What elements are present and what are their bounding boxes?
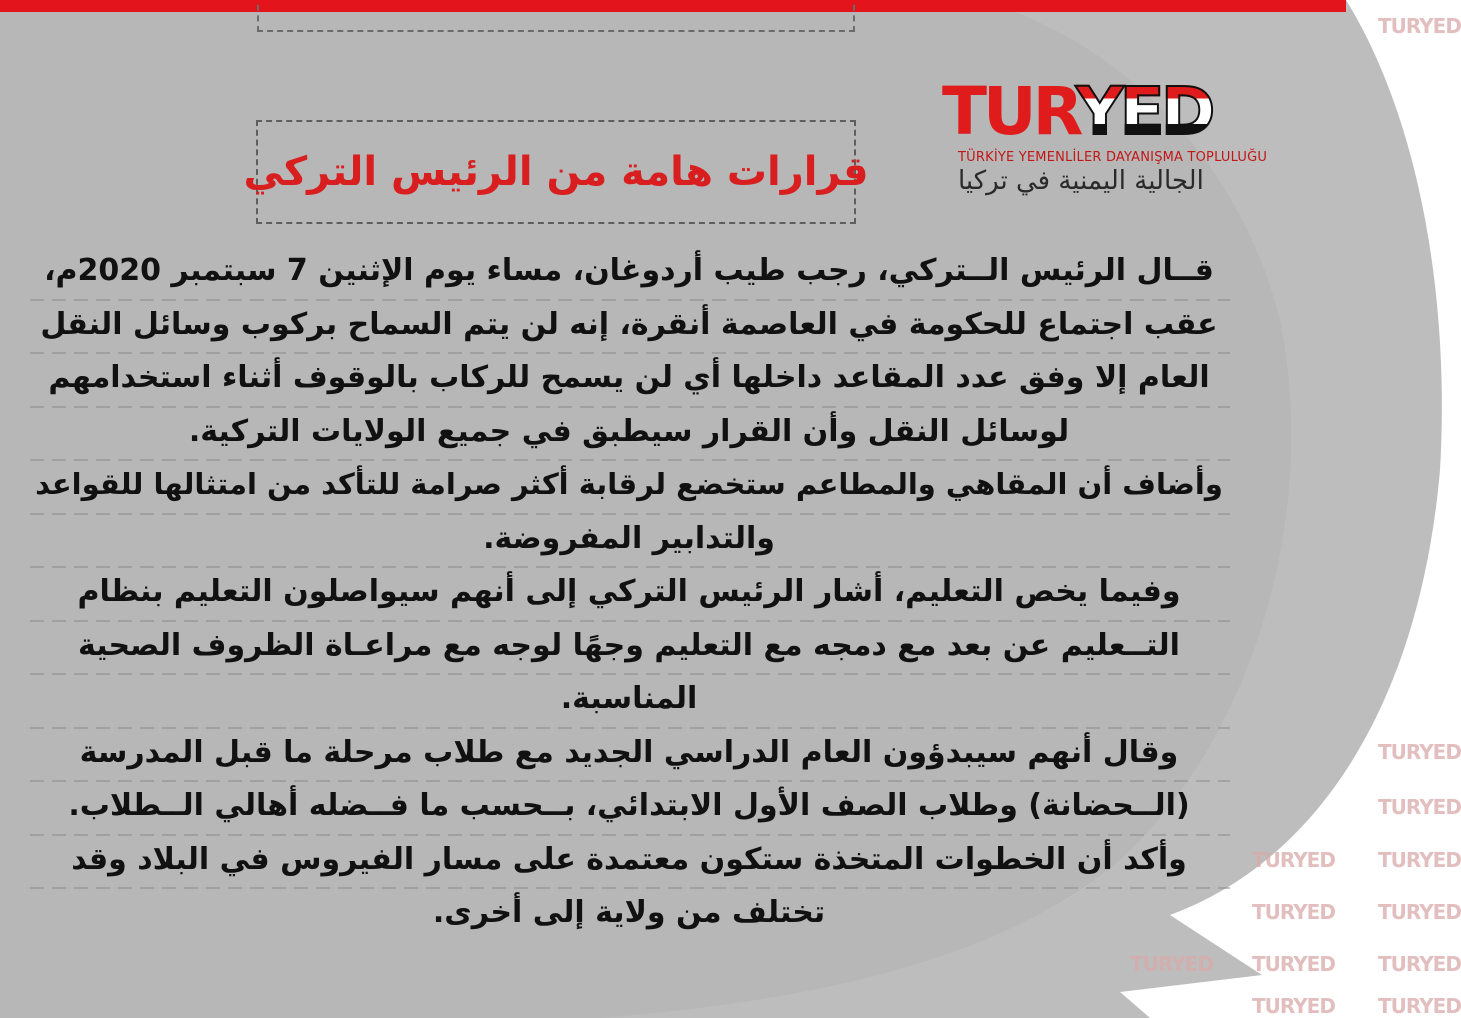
- watermark-logo: TURYED: [1252, 994, 1335, 1018]
- paragraph-line: وقال أنهم سيبدؤون العام الدراسي الجديد مع طلاب مرحلة ما قبل المدرسة: [79, 734, 1179, 770]
- title-box: [243, 120, 869, 224]
- watermark-logo: TURYED: [1130, 952, 1213, 976]
- paragraph-line: المناسبة.: [560, 681, 698, 716]
- watermark-logo: TURYED: [1252, 848, 1335, 872]
- logo-wordmark-red: TUR: [942, 73, 1076, 150]
- paragraph-line: التــعليم عن بعد مع دمجه مع التعليم وجهًا لوجه مع مراعـاة الظروف الصحية: [78, 627, 1180, 663]
- logo-arabic-name: الجالية اليمنية في تركيا: [958, 166, 1204, 196]
- paragraph-line: وأضاف أن المقاهي والمطاعم ستخضع لرقابة أكثر صرامة للتأكد من امتثالها للقواعد: [35, 467, 1223, 501]
- page-title: قرارات هامة من الرئيس التركي: [243, 149, 869, 195]
- paragraph-line: عقب اجتماع للحكومة في العاصمة أنقرة، إنه لن يتم السماح بركوب وسائل النقل: [40, 306, 1218, 342]
- paragraph-line: لوسائل النقل وأن القرار سيطبق في جميع الولايات التركية.: [188, 413, 1070, 449]
- turyed-logo: [940, 73, 1268, 198]
- paragraph-line: والتدابير المفروضة.: [483, 520, 775, 556]
- watermark-logo: TURYED: [1378, 952, 1461, 976]
- paragraph-line: وأكد أن الخطوات المتخذة ستكون معتمدة على مسار الفيروس في البلاد وقد: [71, 841, 1187, 877]
- paragraph-line: تختلف من ولاية إلى أخرى.: [432, 895, 826, 930]
- paragraph-line: وفيما يخص التعليم، أشار الرئيس التركي إلى أنهم سيواصلون التعليم بنظام: [77, 574, 1181, 609]
- paragraph-line: (الــحضانة) وطلاب الصف الأول الابتدائي، بــحسب ما فــضله أهالي الــطلاب.: [68, 788, 1190, 823]
- top-dashed-frame: [257, 0, 855, 32]
- paragraph-line: قــال الرئيس الــتركي، رجب طيب أردوغان، مساء يوم الإثنين 7 سبتمبر 2020م،: [44, 253, 1214, 288]
- logo-wordmark: [942, 73, 1212, 150]
- logo-wordmark-flag: YED: [1075, 73, 1212, 150]
- watermark-logo: TURYED: [1378, 848, 1461, 872]
- paragraph-line: العام إلا وفق عدد المقاعد داخلها أي لن يسمح للركاب بالوقوف أثناء استخدامهم: [48, 360, 1210, 395]
- watermark-logo: TURYED: [1378, 900, 1461, 924]
- logo-subtitle: TÜRKİYE YEMENLİLER DAYANIŞMA TOPLULUĞU: [958, 150, 1268, 165]
- watermark-logo: TURYED: [1378, 994, 1461, 1018]
- watermark-logo: TURYED: [1378, 14, 1461, 38]
- watermark-logo: TURYED: [1378, 795, 1461, 819]
- watermark-logo: TURYED: [1378, 740, 1461, 764]
- watermark-logo: TURYED: [1252, 952, 1335, 976]
- watermark-logo: TURYED: [1252, 900, 1335, 924]
- article-body: [18, 244, 1240, 944]
